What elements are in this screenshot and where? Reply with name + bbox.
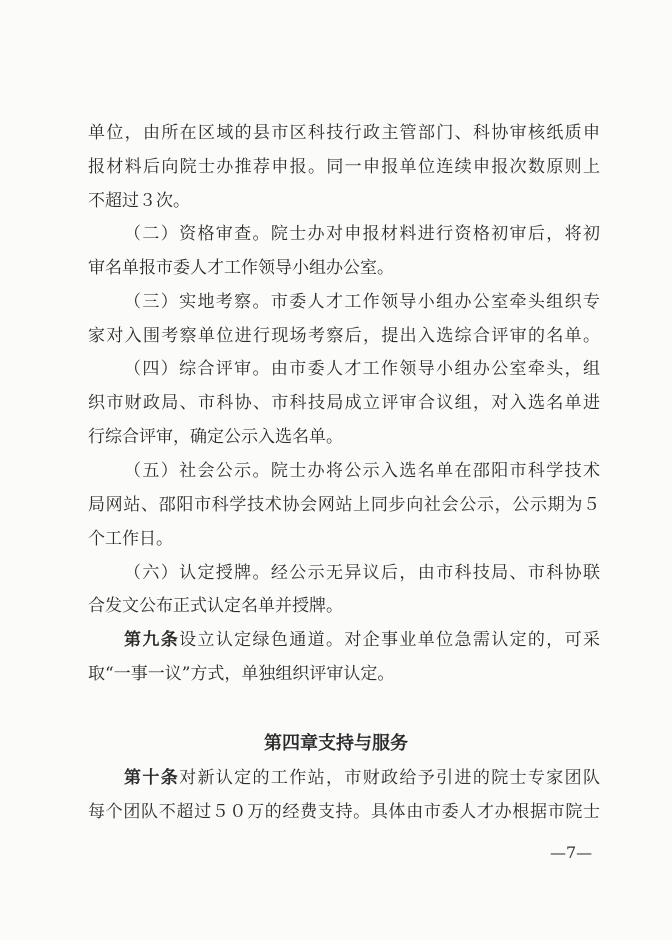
paragraph-line: 合发文公布正式认定名单并授牌。 xyxy=(88,596,343,616)
paragraph-line: 审名单报市委人才工作领导小组办公室。 xyxy=(88,258,394,278)
chapter-heading: 第四章支持与服务 xyxy=(264,733,408,754)
paragraph-line: 局网站、邵阳市科学技术协会网站上同步向社会公示，公示期为５ xyxy=(88,495,600,515)
paragraph-line: 单位，由所在区域的县市区科技行政主管部门、科协审核纸质申 xyxy=(88,123,600,143)
paragraph-line: 家对入围考察单位进行现场考察后，提出入选综合评审的名单。 xyxy=(88,326,600,346)
paragraph-line: 行综合评审，确定公示入选名单。 xyxy=(88,427,343,447)
article-10-text: 对新认定的工作站，市财政给予引进的院士专家团队 xyxy=(179,768,601,788)
page-number: —7— xyxy=(550,843,593,862)
article-9-lead: 第九条 xyxy=(124,630,180,650)
article-10-lead: 第十条 xyxy=(124,768,180,788)
article-10-line-1 xyxy=(124,766,600,790)
article-9-line-1 xyxy=(124,628,600,652)
paragraph-line: （二）资格审查。院士办对申报材料进行资格初审后，将初 xyxy=(124,224,600,244)
paragraph-line: 个工作日。 xyxy=(88,529,173,549)
paragraph-line: （三）实地考察。市委人才工作领导小组办公室牵头组织专 xyxy=(124,292,600,312)
paragraph-line: （五）社会公示。院士办将公示入选名单在邵阳市科学技术 xyxy=(124,461,600,481)
article-9-text: 设立认定绿色通道。对企事业单位急需认定的，可采 xyxy=(179,630,601,650)
paragraph-line: 织市财政局、市科协、市科技局成立评审合议组，对入选名单进 xyxy=(88,393,600,413)
paragraph-line: 取“一事一议”方式，单独组织评审认定。 xyxy=(88,664,395,684)
paragraph-line: （六）认定授牌。经公示无异议后，由市科技局、市科协联 xyxy=(124,563,600,583)
paragraph-line: （四）综合评审。由市委人才工作领导小组办公室牵头，组 xyxy=(124,359,600,379)
paragraph-line: 不超过３次。 xyxy=(88,191,190,211)
paragraph-line: 每个团队不超过５０万的经费支持。具体由市委人才办根据市院士 xyxy=(88,802,600,822)
paragraph-line: 报材料后向院士办推荐申报。同一申报单位连续申报次数原则上 xyxy=(88,157,600,177)
